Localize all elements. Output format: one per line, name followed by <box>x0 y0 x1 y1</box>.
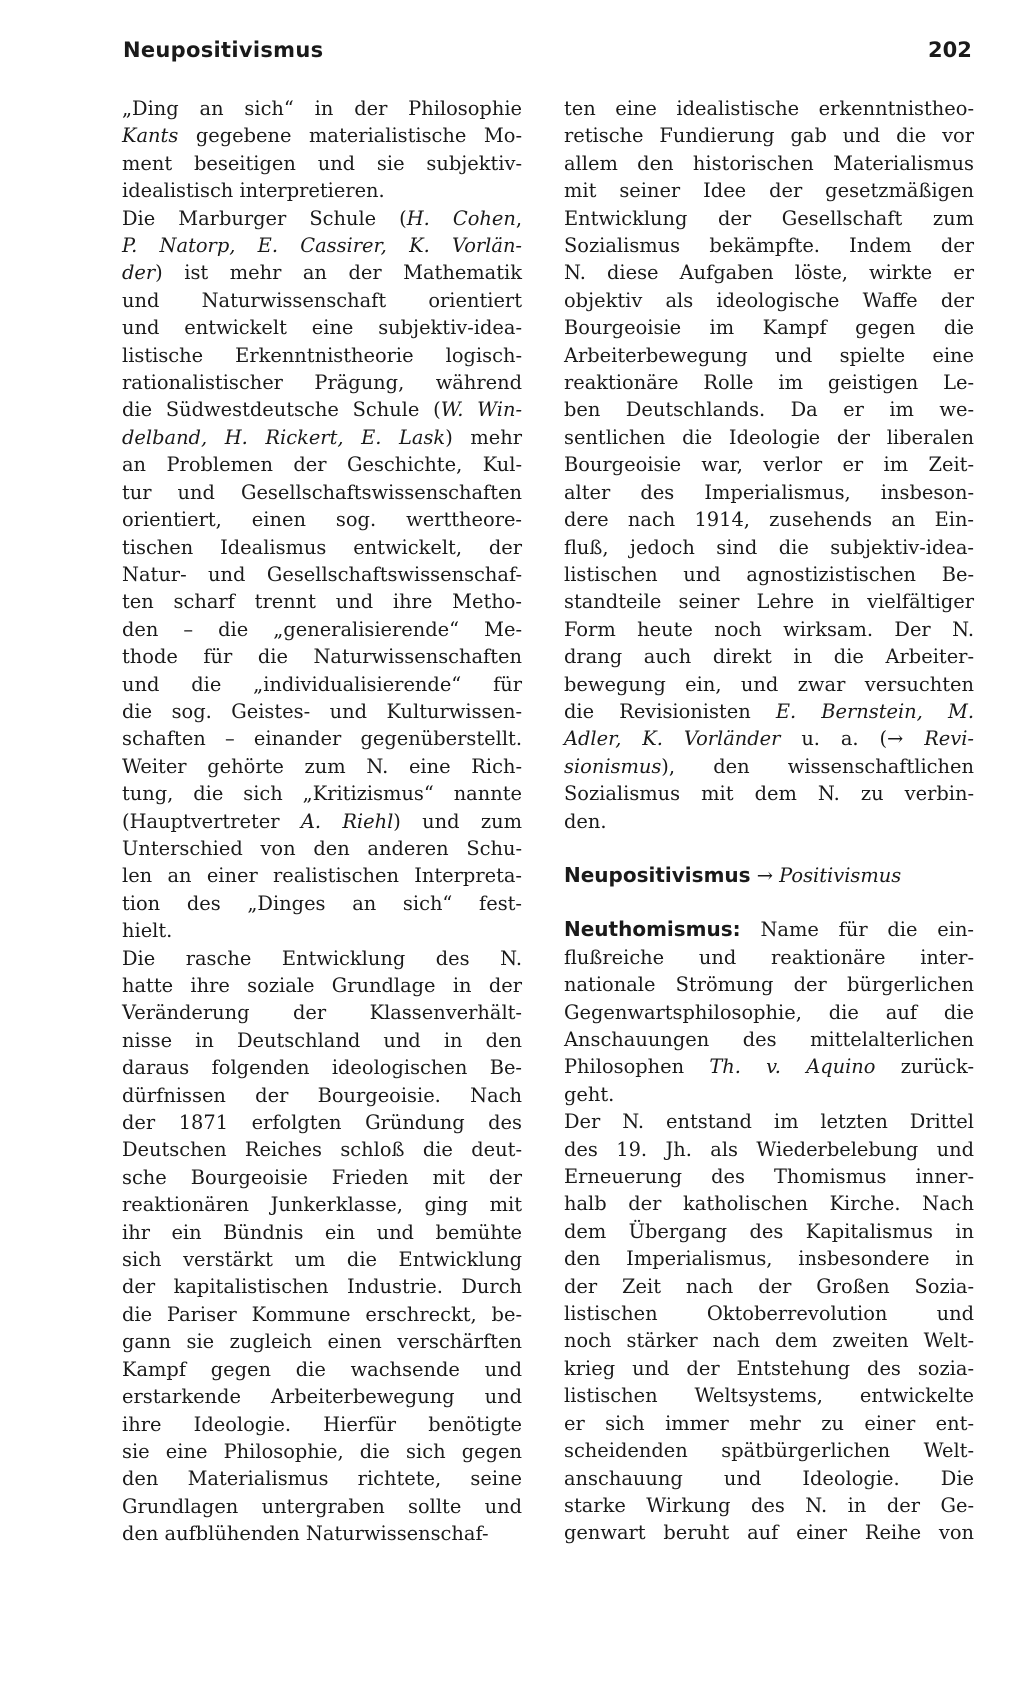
text-line: fluß, jedoch sind die subjektiv-idea- <box>564 535 974 559</box>
text-line: sionismus), den wissenschaftlichen <box>564 754 974 778</box>
text-line: die sog. Geistes- und Kulturwissen- <box>122 699 522 723</box>
text-line: tischen Idealismus entwickelt, der <box>122 535 522 559</box>
text-line: retische Fundierung gab und die vor <box>564 124 974 148</box>
text-line: Bourgeoisie im Kampf gegen die <box>564 316 974 340</box>
text-line: erstarkende Arbeiterbewegung und <box>122 1385 522 1409</box>
text-line: und entwickelt eine subjektiv-idea- <box>122 316 522 340</box>
text-line: der Zeit nach der Großen Sozia- <box>564 1274 974 1298</box>
text-line: mit seiner Idee der gesetzmäßigen <box>564 179 974 203</box>
text-line: Grundlagen untergraben sollte und <box>122 1494 522 1518</box>
right-column-continuation <box>564 95 974 835</box>
text-line: listischen Oktoberrevolution und <box>564 1302 974 1326</box>
text-line: ten scharf trennt und ihre Metho- <box>122 590 522 614</box>
text-line: Sozialismus bekämpfte. Indem der <box>564 234 974 258</box>
entry-neupositivismus <box>564 862 974 889</box>
text-line: (Hauptvertreter A. Riehl) und zum <box>122 809 522 833</box>
text-line: thode für die Naturwissenschaften <box>122 645 522 669</box>
text-line: genwart beruht auf einer Reihe von <box>564 1521 974 1545</box>
text-line: flußreiche und reaktionäre inter- <box>564 945 974 969</box>
text-line: Anschauungen des mittelalterlichen <box>564 1028 974 1051</box>
text-line: dürfnissen der Bourgeoisie. Nach <box>122 1083 522 1107</box>
text-line: Form heute noch wirksam. Der N. <box>564 617 974 641</box>
text-line: der kapitalistischen Industrie. Durch <box>122 1275 522 1299</box>
text-line: den. <box>564 809 607 833</box>
text-line: hielt. <box>122 919 173 943</box>
text-line: den Imperialismus, insbesondere in <box>564 1247 974 1271</box>
text-line: sich verstärkt um die Entwicklung <box>122 1248 522 1272</box>
text-line: Entwicklung der Gesellschaft zum <box>564 206 974 230</box>
text-line: reaktionäre Rolle im geistigen Le- <box>564 371 974 395</box>
text-line: scheidenden spätbürgerlichen Welt- <box>564 1439 974 1463</box>
running-head: Neupositivismus <box>123 38 324 62</box>
text-line: daraus folgenden ideologischen Be- <box>122 1056 522 1080</box>
right-column <box>564 95 974 1547</box>
text-line: hatte ihre soziale Grundlage in der <box>122 974 522 997</box>
text-line: Philosophen Th. v. Aquino zurück- <box>564 1055 974 1079</box>
text-line: listischen Weltsystems, entwickelte <box>564 1384 974 1408</box>
text-line: krieg und der Entstehung des sozia- <box>564 1356 974 1380</box>
text-line: ten eine idealistische erkenntnistheo- <box>564 97 974 120</box>
text-line: des 19. Jh. als Wiederbelebung und <box>564 1137 974 1161</box>
text-line: Kants gegebene materialistische Mo- <box>122 124 522 148</box>
text-line: sche Bourgeoisie Frieden mit der <box>122 1165 522 1189</box>
text-line: Arbeiterbewegung und spielte eine <box>564 343 974 367</box>
text-line: Gegenwartsphilosophie, die auf die <box>564 1000 974 1024</box>
text-line: rationalistischer Prägung, während <box>122 371 522 395</box>
text-line: den Materialismus richtete, seine <box>122 1467 522 1491</box>
text-line: noch stärker nach dem zweiten Welt- <box>564 1329 974 1353</box>
text-line: ment beseitigen und sie subjektiv- <box>122 151 522 175</box>
entry-neuthomismus-body <box>564 944 974 1547</box>
text-line: len an einer realistischen Interpreta- <box>122 864 522 888</box>
cross-reference-link[interactable]: Positivismus <box>779 863 902 887</box>
text-line: den aufblühenden Naturwissenschaf- <box>122 1522 489 1546</box>
text-line: P. Natorp, E. Cassirer, K. Vorlän- <box>122 234 522 258</box>
text-line: delband, H. Rickert, E. Lask) mehr <box>122 425 522 449</box>
text-line: gann sie zugleich einen verschärften <box>122 1330 522 1354</box>
text-line: Natur- und Gesellschaftswissenschaf- <box>122 562 522 586</box>
text-line: allem den historischen Materialismus <box>564 151 974 175</box>
entry-head: Neuthomismus: <box>564 917 741 942</box>
text-line: objektiv als ideologische Waffe der <box>564 288 974 312</box>
text-line: reaktionären Junkerklasse, ging mit <box>122 1193 522 1217</box>
text-line: Veränderung der Klassenverhält- <box>122 1001 522 1025</box>
text-line: halb der katholischen Kirche. Nach <box>564 1192 974 1216</box>
text-line: alter des Imperialismus, insbeson- <box>564 480 974 504</box>
text-line: Die rasche Entwicklung des N. <box>122 946 522 970</box>
text-line: listischen und agnostizistischen Be- <box>564 562 974 586</box>
text-line: tur und Gesellschaftswissenschaften <box>122 480 522 504</box>
text-line: den – die „generalisierende“ Me- <box>122 617 522 641</box>
text-line: Kampf gegen die wachsende und <box>122 1357 522 1381</box>
text-line: anschauung und Ideologie. Die <box>564 1466 974 1490</box>
text-line: Der N. entstand im letzten Drittel <box>564 1110 974 1134</box>
text-line: ihr ein Bündnis ein und bemühte <box>122 1220 522 1244</box>
text-line: die Revisionisten E. Bernstein, M. <box>564 699 974 723</box>
text-line: idealistisch interpretieren. <box>122 179 385 203</box>
text-line: Weiter gehörte zum N. eine Rich- <box>122 754 522 778</box>
text-line: Deutschen Reiches schloß die deut- <box>122 1138 522 1162</box>
text-line: nationale Strömung der bürgerlichen <box>564 973 974 997</box>
text-line: ben Deutschlands. Da er im we- <box>564 398 974 422</box>
text-line: listische Erkenntnistheorie logisch- <box>122 343 522 367</box>
text-line: drang auch direkt in die Arbeiter- <box>564 645 974 669</box>
text-line: bewegung ein, und zwar versuchten <box>564 672 974 696</box>
text-line: geht. <box>564 1082 615 1106</box>
entry-head: Neupositivismus <box>564 862 751 887</box>
left-column <box>122 95 522 1548</box>
page-number: 202 <box>928 38 972 62</box>
text-line: standteile seiner Lehre in vielfältiger <box>564 590 974 614</box>
text-line: Die Marburger Schule (H. Cohen, <box>122 206 523 230</box>
entry-neuthomismus-first-line: Neuthomismus: Name für die ein- <box>564 917 974 942</box>
text-line: die Pariser Kommune erschreckt, be- <box>122 1302 522 1326</box>
text-line: orientiert, einen sog. werttheore- <box>122 508 522 532</box>
text-line: und die „individualisierende“ für <box>122 672 522 696</box>
text-line: die Südwestdeutsche Schule (W. Win- <box>122 398 523 422</box>
text-line: der) ist mehr an der Mathematik <box>122 261 522 285</box>
text-line: Unterschied von den anderen Schu- <box>122 836 522 860</box>
text-line: Adler, K. Vorländer u. a. (→ Revi- <box>564 727 974 751</box>
text-line: er sich immer mehr zu einer ent- <box>564 1411 974 1435</box>
text-line: Erneuerung des Thomismus inner- <box>564 1165 974 1189</box>
text-line: tung, die sich „Kritizismus“ nannte <box>122 782 522 806</box>
text-line: dem Übergang des Kapitalismus in <box>564 1219 974 1243</box>
text-line: der 1871 erfolgten Gründung des <box>122 1111 522 1135</box>
cross-reference-arrow: → <box>756 863 773 887</box>
text-line: N. diese Aufgaben löste, wirkte er <box>564 261 974 285</box>
text-line: tion des „Dinges an sich“ fest- <box>122 891 522 915</box>
text-line: starke Wirkung des N. in der Ge- <box>564 1493 974 1517</box>
text-line: schaften – einander gegenüberstellt. <box>122 727 522 751</box>
text-line: sie eine Philosophie, die sich gegen <box>122 1439 522 1463</box>
text-line: „Ding an sich“ in der Philosophie <box>122 97 522 120</box>
text-line: sentlichen die Ideologie der liberalen <box>564 425 974 449</box>
text-line: und Naturwissenschaft orientiert <box>122 288 522 312</box>
text-line: an Problemen der Geschichte, Kul- <box>122 453 522 477</box>
text-line: Bourgeoisie war, verlor er im Zeit- <box>564 453 974 477</box>
text-line: ihre Ideologie. Hierfür benötigte <box>122 1412 522 1436</box>
text-line: Sozialismus mit dem N. zu verbin- <box>564 782 974 806</box>
text-line: nisse in Deutschland und in den <box>122 1028 522 1052</box>
text-line: dere nach 1914, zusehends an Ein- <box>564 508 974 532</box>
